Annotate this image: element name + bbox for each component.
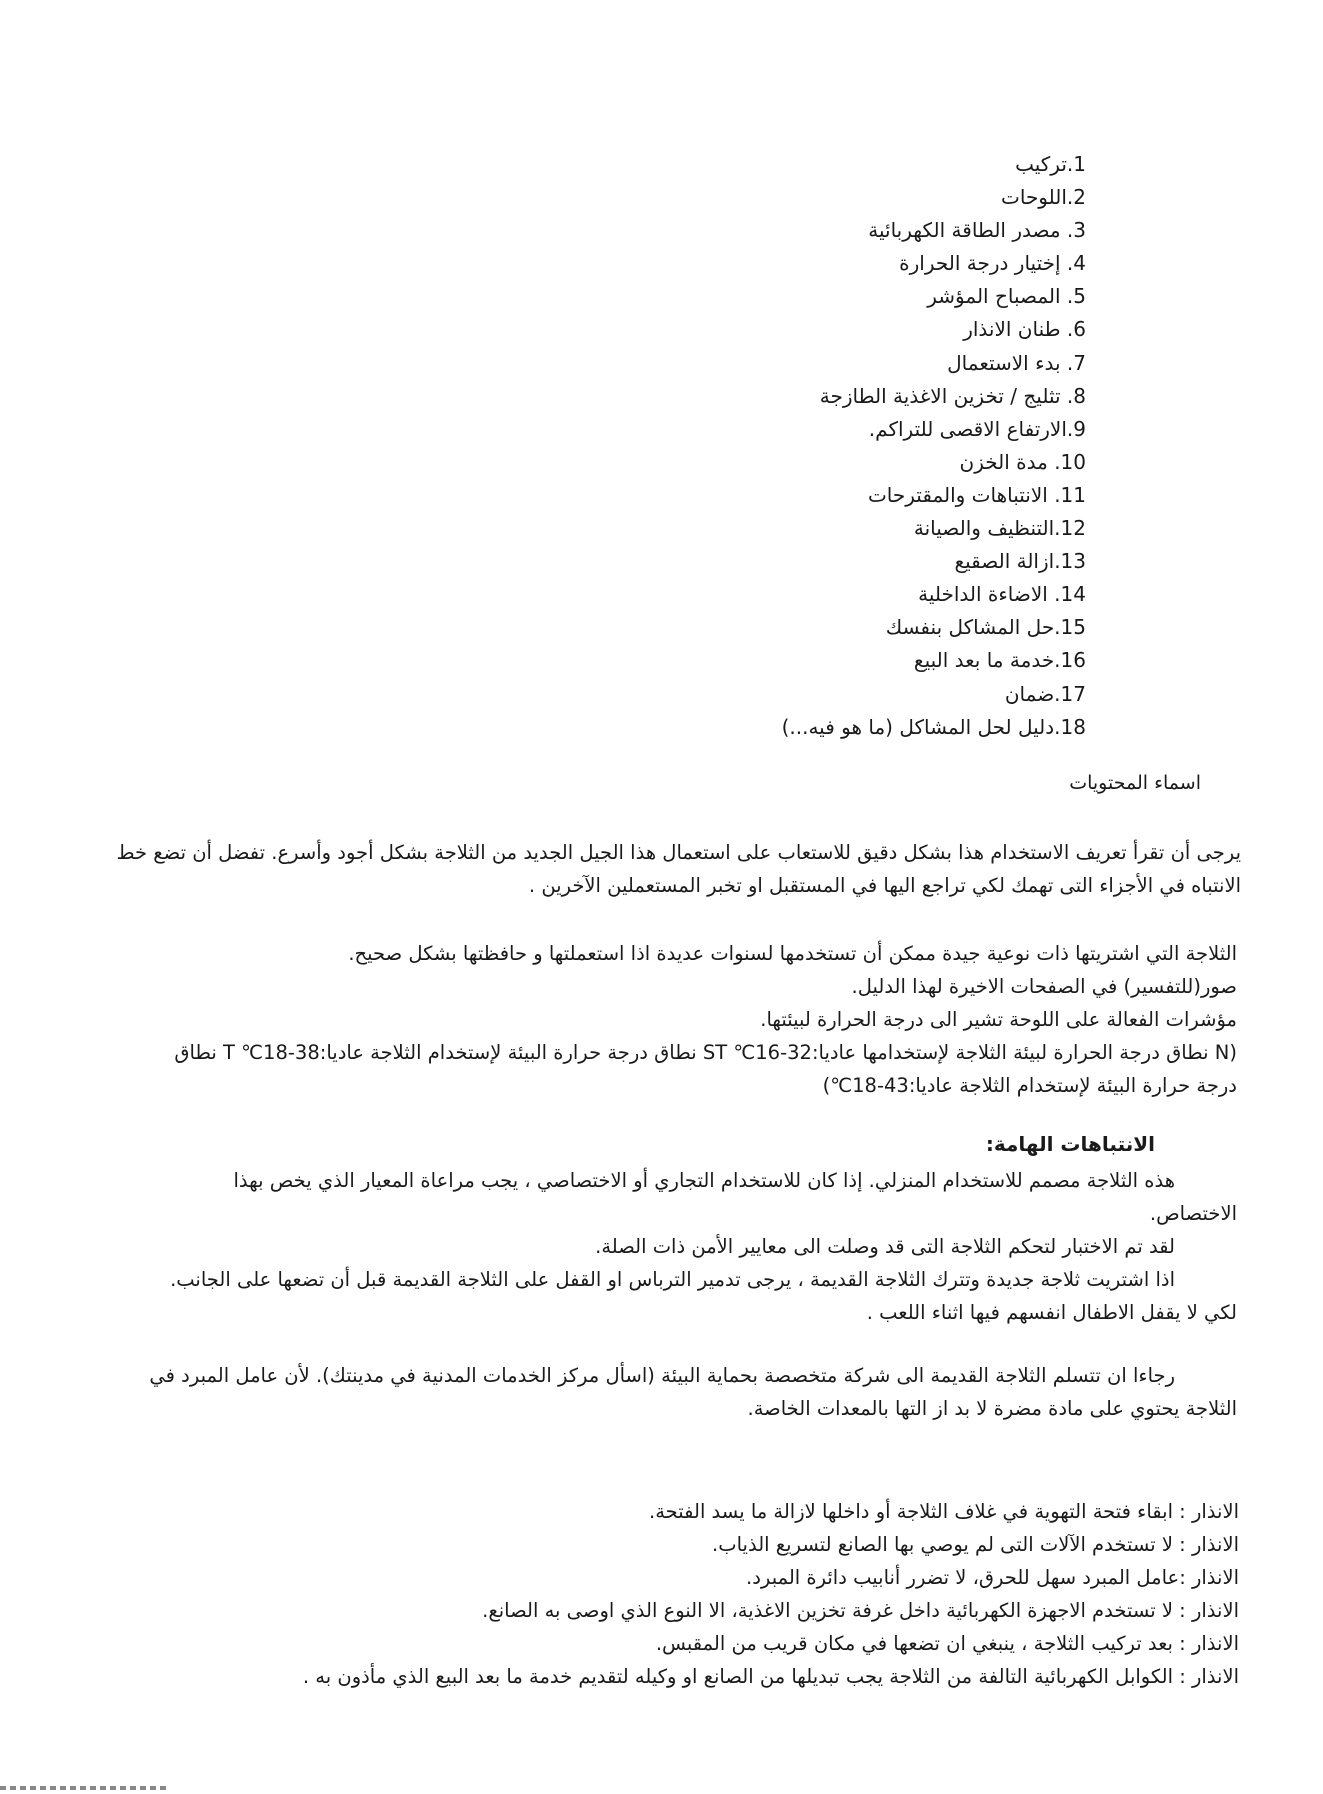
recycling-line: رجاءا ان تتسلم الثلاجة القديمة الى شركة متخصصة بحماية البيئة (اسأل مركز الخدمات المدنية في مدينتك). لأن عامل المبرد في <box>149 1364 1175 1387</box>
toc-item: 13.ازالة الصقيع <box>954 549 1086 574</box>
fridge-info-line: الثلاجة التي اشتريتها ذات نوعية جيدة ممكن أن تستخدمها لسنوات عديدة اذا استعملتها و حافظتها بشكل صحيح. <box>348 942 1237 965</box>
important-note-line: لكي لا يقفل الاطفال انفسهم فيها اثناء اللعب . <box>866 1301 1237 1324</box>
toc-title: اسماء المحتويات <box>1069 772 1201 794</box>
recycling-section <box>97 1359 1237 1425</box>
toc-item: 8. تثليج / تخزين الاغذية الطازجة <box>819 383 1086 408</box>
climate-class-line: (N نطاق درجة الحرارة لبيئة الثلاجة لإستخدامها عاديا:32-16℃ ST نطاق درجة حرارة البيئة لإستخدام الثلاجة عاديا:38-18℃ T نطاق <box>174 1041 1237 1064</box>
important-note-line: لقد تم الاختبار لتحكم الثلاجة التى قد وصلت الى معايير الأمن ذات الصلة. <box>595 1235 1175 1258</box>
warning-line: الانذار : لا تستخدم الاجهزة الكهربائية داخل غرفة تخزين الاغذية، الا النوع الذي اوصى به الصانع. <box>482 1599 1239 1622</box>
fridge-info-section <box>37 937 1237 1102</box>
recycling-line: الثلاجة يحتوي على مادة مضرة لا بد از التها بالمعدات الخاصة. <box>747 1397 1237 1420</box>
warning-line: الانذار : لا تستخدم الآلات التى لم يوصي بها الصانع لتسريع الذياب. <box>712 1533 1239 1556</box>
toc-item: 4. إختيار درجة الحرارة <box>899 251 1086 276</box>
footer-mark <box>0 1786 170 1790</box>
climate-class-line: درجة حرارة البيئة لإستخدام الثلاجة عاديا:43-18℃) <box>822 1074 1237 1097</box>
toc-item: 7. بدء الاستعمال <box>947 350 1086 375</box>
intro-paragraph: يرجى أن تقرأ تعريف الاستخدام هذا بشكل دقيق للاستعاب على استعمال هذا الجيل الجديد من الثلاجة بشكل أجود وأسرع. تفضل أن تضع خط الانتباه في الأجزاء التى تهمك لكي تراجع اليها في المستقبل او تخبر المستعملين الآخرين . <box>116 841 1241 897</box>
toc-item: 18.دليل لحل المشاكل (ما هو فيه...) <box>781 714 1086 739</box>
warning-line: الانذار : بعد تركيب الثلاجة ، ينبغي ان تضعها في مكان قريب من المقبس. <box>655 1632 1239 1655</box>
important-note-line: الاختصاص. <box>1149 1202 1237 1225</box>
toc-item: 15.حل المشاكل بنفسك <box>885 615 1086 640</box>
toc-item: 17.ضمان <box>1004 681 1086 706</box>
toc-item: 3. مصدر الطاقة الكهربائية <box>868 218 1086 243</box>
warning-line: الانذار : ابقاء فتحة التهوية في غلاف الثلاجة أو داخلها لازالة ما يسد الفتحة. <box>649 1500 1239 1523</box>
fridge-info-line: مؤشرات الفعالة على اللوحة تشير الى درجة الحرارة لبيئتها. <box>760 1008 1237 1031</box>
warning-line: الانذار :عامل المبرد سهل للحرق، لا تضرر أنابيب دائرة المبرد. <box>746 1566 1239 1589</box>
toc-item: 1.تركيب <box>1015 152 1086 176</box>
important-note-line: هذه الثلاجة مصمم للاستخدام المنزلي. إذا كان للاستخدام التجاري أو الاختصاصي ، يجب مراعاة المعيار الذي يخص بهذا <box>233 1169 1175 1192</box>
toc-item: 5. المصباح المؤشر <box>927 284 1086 309</box>
toc-item: 16.خدمة ما بعد البيع <box>913 648 1086 673</box>
table-of-contents <box>566 148 1086 744</box>
warnings-section <box>139 1495 1239 1693</box>
toc-item: 12.التنظيف والصيانة <box>913 516 1086 541</box>
important-notes-section <box>170 1164 1237 1329</box>
toc-item: 11. الانتباهات والمقترحات <box>867 482 1086 507</box>
toc-item: 9.الارتفاع الاقصى للتراكم. <box>868 416 1086 441</box>
toc-item: 2.اللوحات <box>1001 185 1086 210</box>
warning-line: الانذار : الكوابل الكهربائية التالفة من الثلاجة يجب تبديلها من الصانع او وكيله لتقديم خدمة ما بعد البيع الذي مأذون به . <box>302 1665 1239 1688</box>
important-note-line: اذا اشتريت ثلاجة جديدة وتترك الثلاجة القديمة ، يرجى تدمير الترباس او القفل على الثلاجة القديمة قبل أن تضعها على الجانب. <box>170 1268 1175 1291</box>
toc-item: 6. طنان الانذار <box>963 317 1086 342</box>
toc-item: 14. الاضاءة الداخلية <box>918 582 1086 607</box>
toc-item: 10. مدة الخزن <box>959 449 1086 474</box>
important-notes-heading: الانتباهات الهامة: <box>985 1132 1155 1156</box>
fridge-info-line: صور(للتفسير) في الصفحات الاخيرة لهذا الدليل. <box>851 975 1237 998</box>
